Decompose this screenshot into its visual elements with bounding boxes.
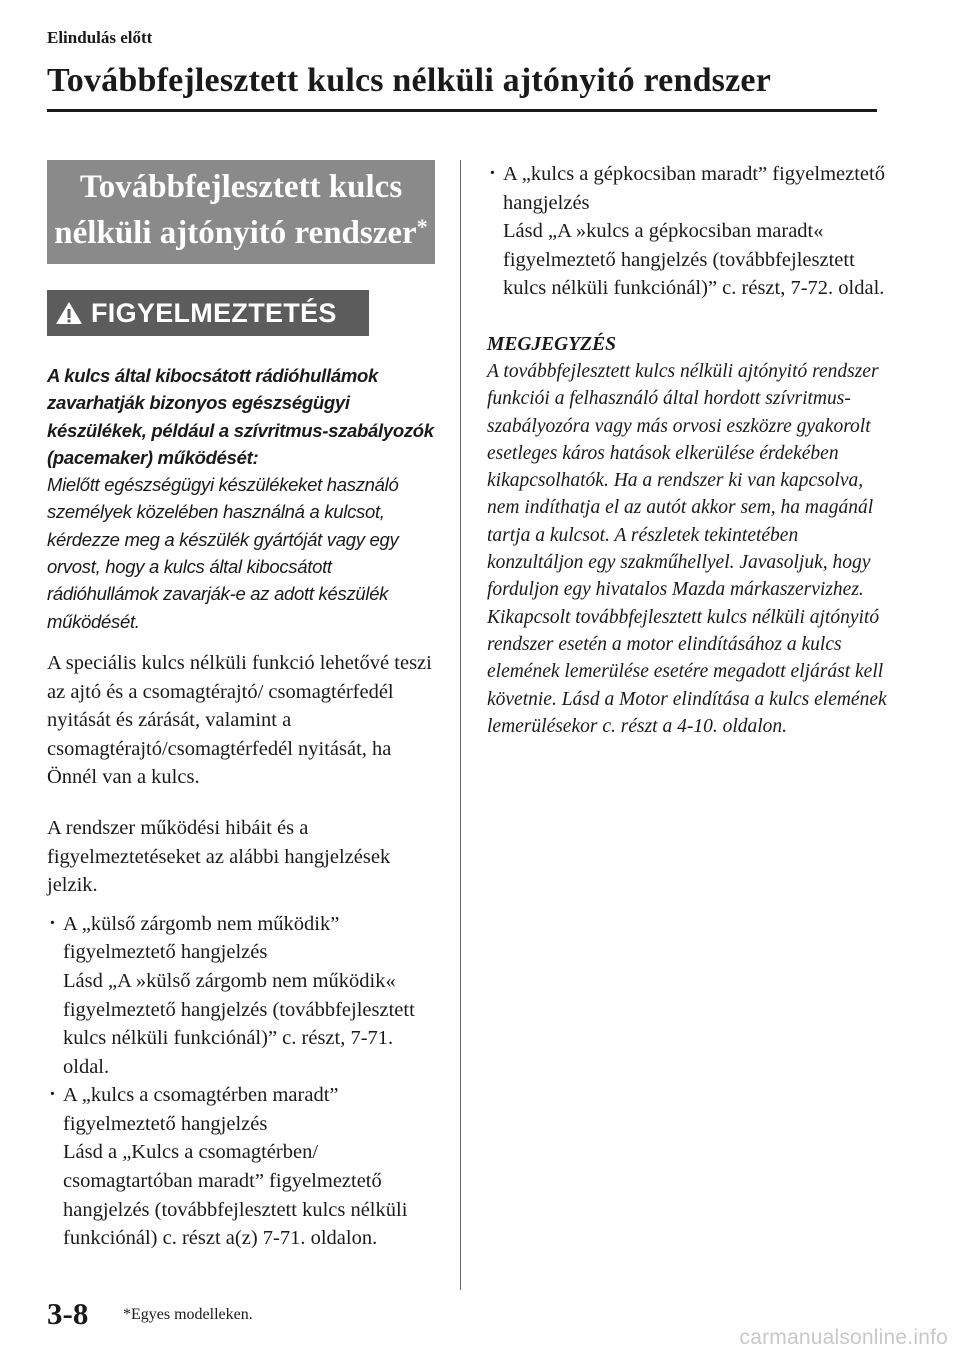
footnote-mark: * — [416, 214, 428, 239]
warning-sound-list — [47, 910, 435, 1253]
header-rule — [47, 109, 877, 112]
column-divider — [460, 160, 461, 1290]
warning-text: Mielőtt egészségügyi készülékeket használó személyek közelében használná a kulcsot, kérdezze meg a készülék gyártóját vagy egy orvost, hogy a kulcs által kibocsátott rádióhullámok zavarják-e az adott készülék működését. — [47, 474, 399, 632]
warning-sound-list-continued — [487, 160, 887, 303]
note-text: A továbbfejlesztett kulcs nélküli ajtónyitó rendszer funkciói a felhasználó által hordott szívritmus-szabályozóra vagy más orvosi eszközre gyakorolt esetleges káros hatások elkerülése érdekében kikapcsolhatók. Ha a rendszer ki van kapcsolva, nem indíthatja el az autót akkor sem, ha magánál tartja a kulcsot. A részletek tekintetében konzultáljon egy szakműhellyel. Javasoljuk, hogy forduljon egy hivatalos Mazda márkaszervizhez. Kikapcsolt továbbfejlesztett kulcs nélküli ajtónyitó rendszer esetén a motor elindításához a kulcs elemének lemerülése esetére megadott eljárást kell követnie. Lásd a Motor elindítása a kulcs elemének lemerülésekor c. részt a 4-10. oldalon. — [487, 360, 887, 737]
bullet-reference: Lásd „A »külső zárgomb nem működik« figyelmeztető hangjelzés (továbbfejlesztett kulcs nélküli funkciónál)” c. részt, 7-71. oldal. — [63, 969, 415, 1078]
bullet-text: A „kulcs a gépkocsiban maradt” figyelmeztető hangjelzés — [503, 163, 885, 214]
watermark: carmanualsonline.info — [739, 1326, 948, 1349]
footnote: *Egyes modelleken. — [123, 1306, 253, 1323]
warning-body — [47, 362, 435, 635]
section-title-line1: Továbbfejlesztett kulcs — [79, 169, 403, 205]
section-title-line2: nélküli ajtónyitó rendszer* — [54, 214, 428, 251]
bullet-text: A „kulcs a csomagtérben maradt” figyelmeztető hangjelzés — [63, 1084, 339, 1135]
note-title: MEGJEGYZÉS — [487, 333, 616, 355]
bullet-reference: Lásd a „Kulcs a csomagtérben/ csomagtartóban maradt” figyelmeztető hangjelzés (továbbfejlesztett kulcs nélküli funkciónál) c. részt a(z) 7-71. oldalon. — [63, 1141, 408, 1250]
section-title-box — [47, 160, 435, 264]
body-paragraph-2: A rendszer működési hibáit és a figyelmeztetéseket az alábbi hangjelzések jelzik. — [47, 816, 391, 897]
warning-triangle-icon — [47, 290, 91, 336]
list-item — [47, 1081, 435, 1253]
page-title: Továbbfejlesztett kulcs nélküli ajtónyitó rendszer — [47, 62, 771, 99]
list-item — [487, 160, 887, 303]
bullet-reference: Lásd „A »kulcs a gépkocsiban maradt« figyelmeztető hangjelzés (továbbfejlesztett kulcs nélküli funkciónál)” c. részt, 7-72. oldal. — [503, 220, 885, 300]
page-number: 3-8 — [47, 1296, 89, 1331]
right-column — [487, 160, 887, 740]
warning-header — [47, 290, 369, 336]
warning-label: FIGYELMEZTETÉS — [91, 297, 337, 328]
left-column — [47, 160, 435, 1253]
warning-bold-text: A kulcs által kibocsátott rádióhullámok zavarhatják bizonyos egészségügyi készülékek, például a szívritmus-szabályozók (pacemaker) működését: — [47, 365, 434, 468]
chapter-label: Elindulás előtt — [47, 28, 153, 47]
body-paragraph-1: A speciális kulcs nélküli funkció lehetővé teszi az ajtó és a csomagtérajtó/ csomagtérfedél nyitását és zárását, valamint a csomagtérajtó/csomagtérfedél nyitását, ha Önnél van a kulcs. — [47, 651, 432, 789]
list-item — [47, 910, 435, 1082]
bullet-text: A „külső zárgomb nem működik” figyelmeztető hangjelzés — [63, 912, 340, 964]
